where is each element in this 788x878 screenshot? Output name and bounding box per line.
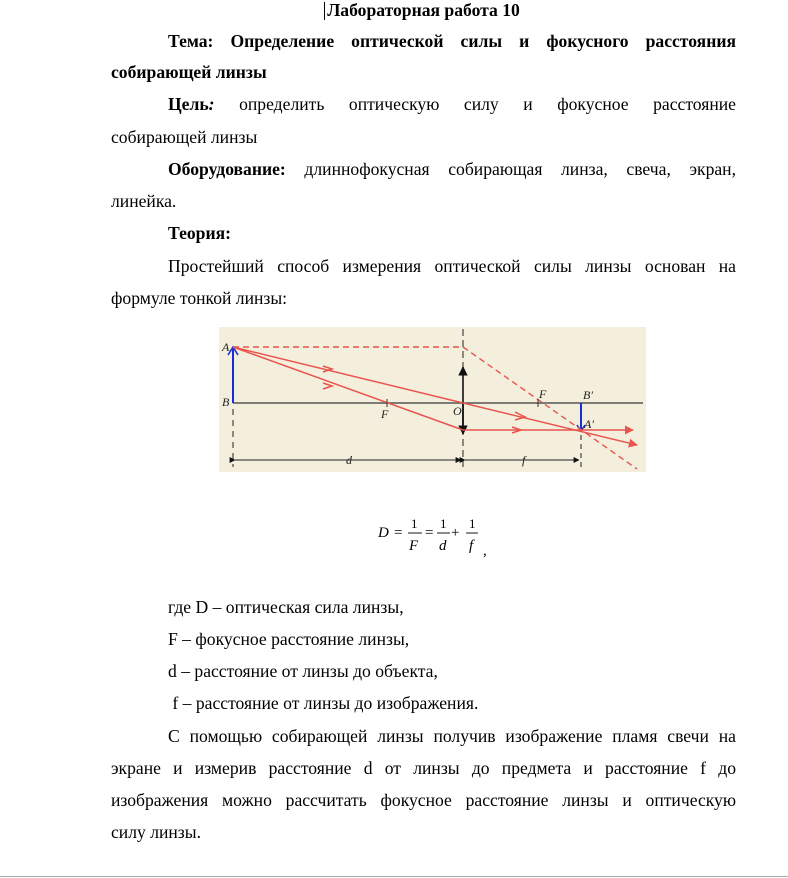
formula-eq2: = — [425, 525, 434, 541]
conclusion-line-1: С помощью собирающей линзы получив изображение пламя свечи на — [168, 726, 736, 746]
formula-F: F — [409, 538, 419, 554]
equipment-line-1 — [111, 159, 736, 179]
diagram-background — [219, 327, 646, 472]
goal-line-2: собирающей линзы — [111, 127, 258, 147]
page-edge — [0, 876, 788, 877]
label-B-prime: B′ — [583, 388, 593, 402]
theory-line-2: формуле тонкой линзы: — [111, 288, 288, 308]
topic-line-2: собирающей линзы — [111, 62, 267, 82]
page-title: Лабораторная работа 10 — [327, 0, 520, 20]
topic-line-1 — [111, 31, 736, 51]
formula-f: f — [469, 538, 474, 554]
goal-label: Цель: — [168, 94, 215, 114]
thin-lens-diagram — [219, 327, 646, 472]
definition-F: F – фокусное расстояние линзы, — [168, 629, 410, 649]
conclusion-line-3: изображения можно рассчитать фокусное расстояние линзы и оптическую — [111, 790, 736, 810]
formula-one-3: 1 — [469, 516, 476, 531]
definition-D: где D – оптическая сила линзы, — [168, 597, 404, 617]
topic-text-1: Определение оптической силы и фокусного расстояния — [230, 31, 736, 51]
equipment-label: Оборудование: — [168, 159, 286, 179]
formula-d: d — [439, 538, 447, 554]
formula-eq1: = — [394, 525, 403, 541]
definition-f: f – расстояние от линзы до изображения. — [168, 693, 479, 713]
label-F-right: F — [539, 387, 547, 401]
label-f: f — [522, 453, 526, 467]
equipment-line-2: линейка. — [111, 191, 177, 211]
formula-D: D — [378, 525, 389, 541]
label-B: B — [222, 395, 230, 409]
formula-comma: , — [483, 543, 487, 559]
formula-one-1: 1 — [411, 516, 418, 531]
thin-lens-formula — [370, 508, 500, 568]
conclusion-line-2: экране и измерив расстояние d от линзы до предмета и расстояние f до — [111, 758, 736, 778]
goal-line-1 — [111, 94, 736, 114]
conclusion-line-4: силу линзы. — [111, 822, 201, 842]
label-A-prime: A′ — [584, 417, 594, 431]
theory-label: Теория: — [168, 223, 231, 243]
formula-one-2: 1 — [440, 516, 447, 531]
goal-text-1: определить оптическую силу и фокусное расстояние — [239, 94, 736, 114]
label-A: A — [222, 340, 230, 354]
label-O: O — [453, 404, 462, 418]
label-d: d — [346, 453, 352, 467]
formula-plus: + — [451, 525, 460, 541]
theory-line-1: Простейший способ измерения оптической силы линзы основан на — [168, 256, 736, 276]
definition-d: d – расстояние от линзы до объекта, — [168, 661, 438, 681]
equipment-text-1: длиннофокусная собирающая линза, свеча, экран, — [304, 159, 736, 179]
topic-label: Тема: — [168, 31, 214, 51]
label-F-left: F — [381, 407, 389, 421]
